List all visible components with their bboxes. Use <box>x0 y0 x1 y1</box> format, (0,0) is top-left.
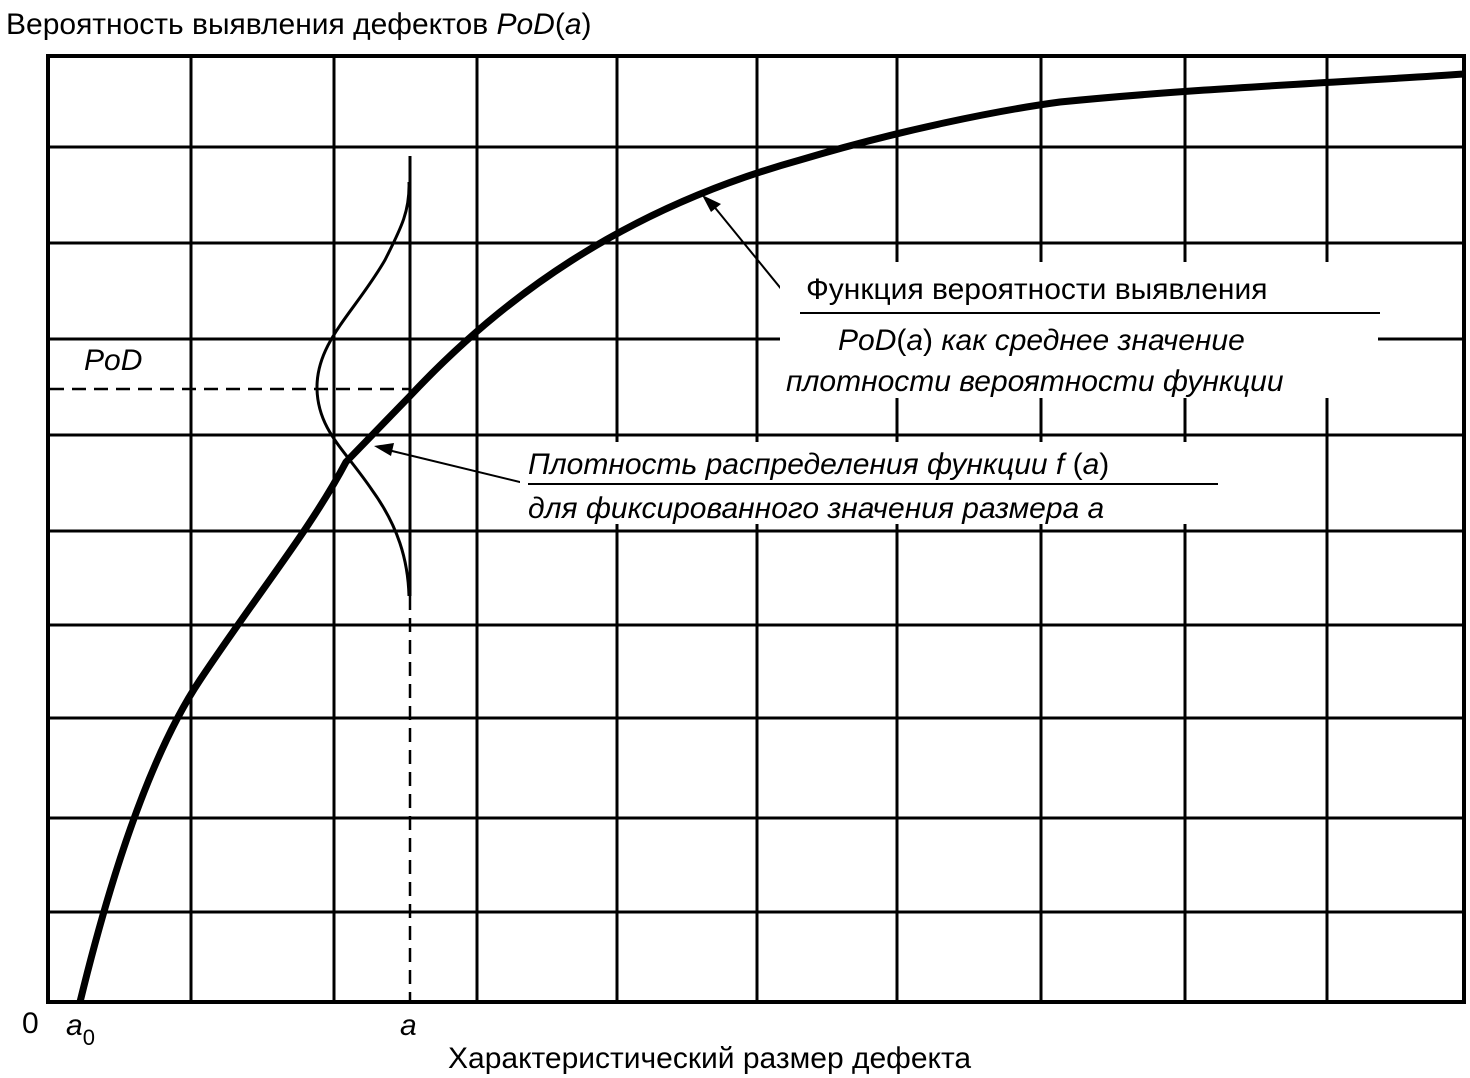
density-label-line2: для фиксированного значения размера a <box>528 492 1105 525</box>
y-axis-title: Вероятность выявления дефектов PoD(a) <box>6 8 592 41</box>
pod-level-label: PoD <box>84 344 143 377</box>
curve-label-line1: Функция вероятности выявления <box>806 273 1268 306</box>
grid <box>48 56 1464 1002</box>
x-axis-title: Характеристический размер дефекта <box>448 1042 972 1075</box>
density-arrow-head <box>374 443 394 456</box>
pod-curve <box>80 74 1464 1002</box>
curve-arrow-head <box>702 195 721 212</box>
density-label-line1: Плотность распределения функции f (a) <box>528 448 1110 481</box>
curve-label-line2: PoD(a) как среднее значение <box>838 324 1245 357</box>
origin-label: 0 <box>22 1007 39 1040</box>
curve-label-line3: плотности вероятности функции <box>786 365 1284 398</box>
a0-tick-label: $a_0$ <box>66 1009 95 1050</box>
a-tick-label: a <box>400 1009 417 1042</box>
